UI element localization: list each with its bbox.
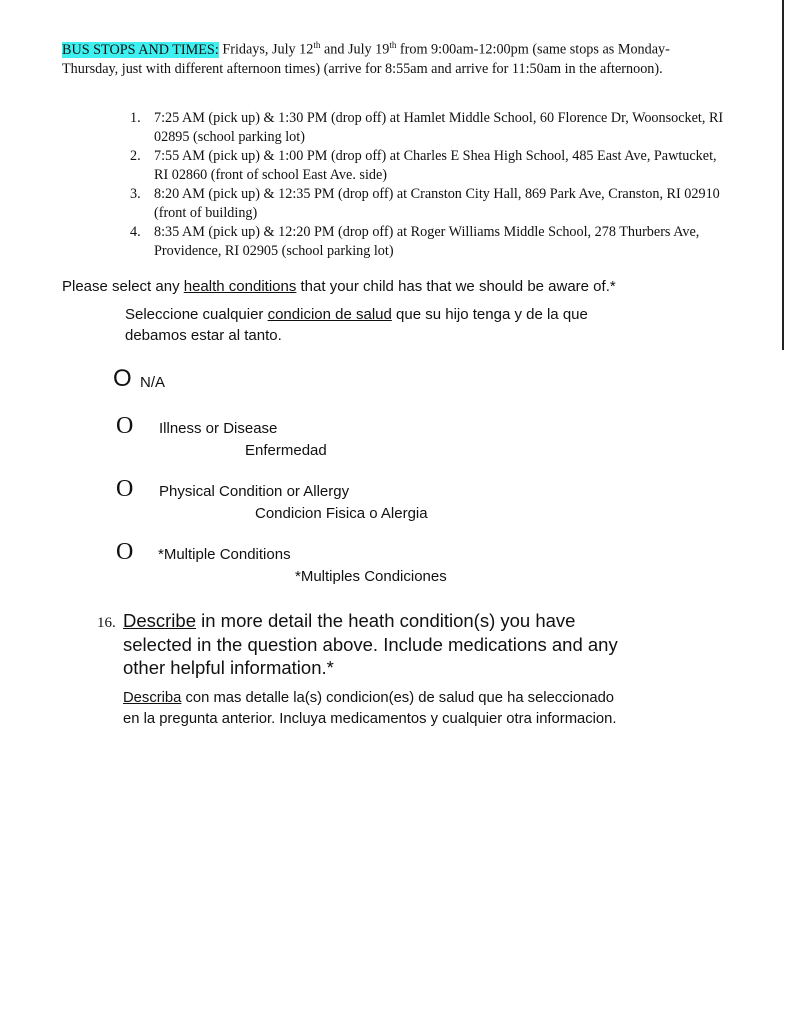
bus-stops-intro [62,36,722,80]
option-label-es: Condicion Fisica o Alergia [255,505,428,522]
describa-term: Describa [123,690,182,706]
stop-text: 8:35 AM (pick up) & 12:20 PM (drop off) at Roger Williams Middle School, 278 Thurbers Ave, Providence, RI 02905 (school parking lot) [154,224,700,259]
list-item [130,185,730,223]
question-16-spanish [123,688,623,730]
question-text: that your child has that we should be aware of.* [296,278,616,295]
list-item [130,109,730,147]
bus-stops-heading: BUS STOPS AND TIMES: [62,41,219,58]
option-label-es: Enfermedad [245,442,327,459]
stop-number: 1. [130,110,141,126]
radio-circle-icon[interactable]: O [113,365,132,392]
question-text: in more detail the heath condition(s) you have selected in the question above. Include medications and any other helpful information.* [123,610,618,678]
option-label-en: Illness or Disease [159,420,278,437]
intro-fridays: Fridays, July 12 [218,41,314,58]
question-16-english [123,609,643,680]
stop-number: 3. [130,186,141,202]
radio-circle-icon[interactable]: O [116,476,134,502]
stop-number: 4. [130,224,141,240]
describe-term: Describe [123,610,196,631]
stop-number: 2. [130,148,141,164]
sup-th-1: th [313,40,321,50]
radio-circle-icon[interactable]: O [116,413,134,439]
health-conditions-term: health conditions [183,278,297,295]
health-question-spanish [125,304,625,346]
stop-text: 7:25 AM (pick up) & 1:30 PM (drop off) at Hamlet Middle School, 60 Florence Dr, Woonsocket, RI 02895 (school parking lot) [154,110,724,145]
stop-text: 8:20 AM (pick up) & 12:35 PM (drop off) at Cranston City Hall, 869 Park Ave, Cranston, RI 02910 (front of building) [154,186,720,221]
question-text: que su hijo tenga y de la que debamos estar al tanto. [125,306,588,344]
question-text: Seleccione cualquier [125,306,268,323]
option-label-es: *Multiples Condiciones [295,568,447,585]
option-label-en: N/A [140,374,166,391]
bus-stop-list [130,109,730,261]
question-text: Please select any [62,278,184,295]
sup-th-2: th [389,40,397,50]
list-item [130,223,730,261]
question-text: con mas detalle la(s) condicion(es) de salud que ha seleccionado en la pregunta anterior. Incluya medicamentos y cualquier otra informacion. [123,690,617,727]
option-label-en: Physical Condition or Allergy [159,483,350,500]
page-edge-line [782,0,784,350]
radio-circle-icon[interactable]: O [116,539,134,565]
intro-july19: and July 19 [320,41,390,58]
list-item [130,147,730,185]
stop-text: 7:55 AM (pick up) & 1:00 PM (drop off) at Charles E Shea High School, 485 East Ave, Pawtucket, RI 02860 (front of school East Ave. side) [154,148,717,183]
health-question-english [62,278,616,295]
question-number: 16. [97,615,116,631]
intro-details: from 9:00am-12:00pm (same stops as Monday-Thursday, just with different afternoon times) (arrive for 8:55am and arrive for 11:50am in the afternoon). [62,41,670,78]
condicion-de-salud-term: condicion de salud [267,306,392,323]
option-label-en: *Multiple Conditions [158,546,291,563]
